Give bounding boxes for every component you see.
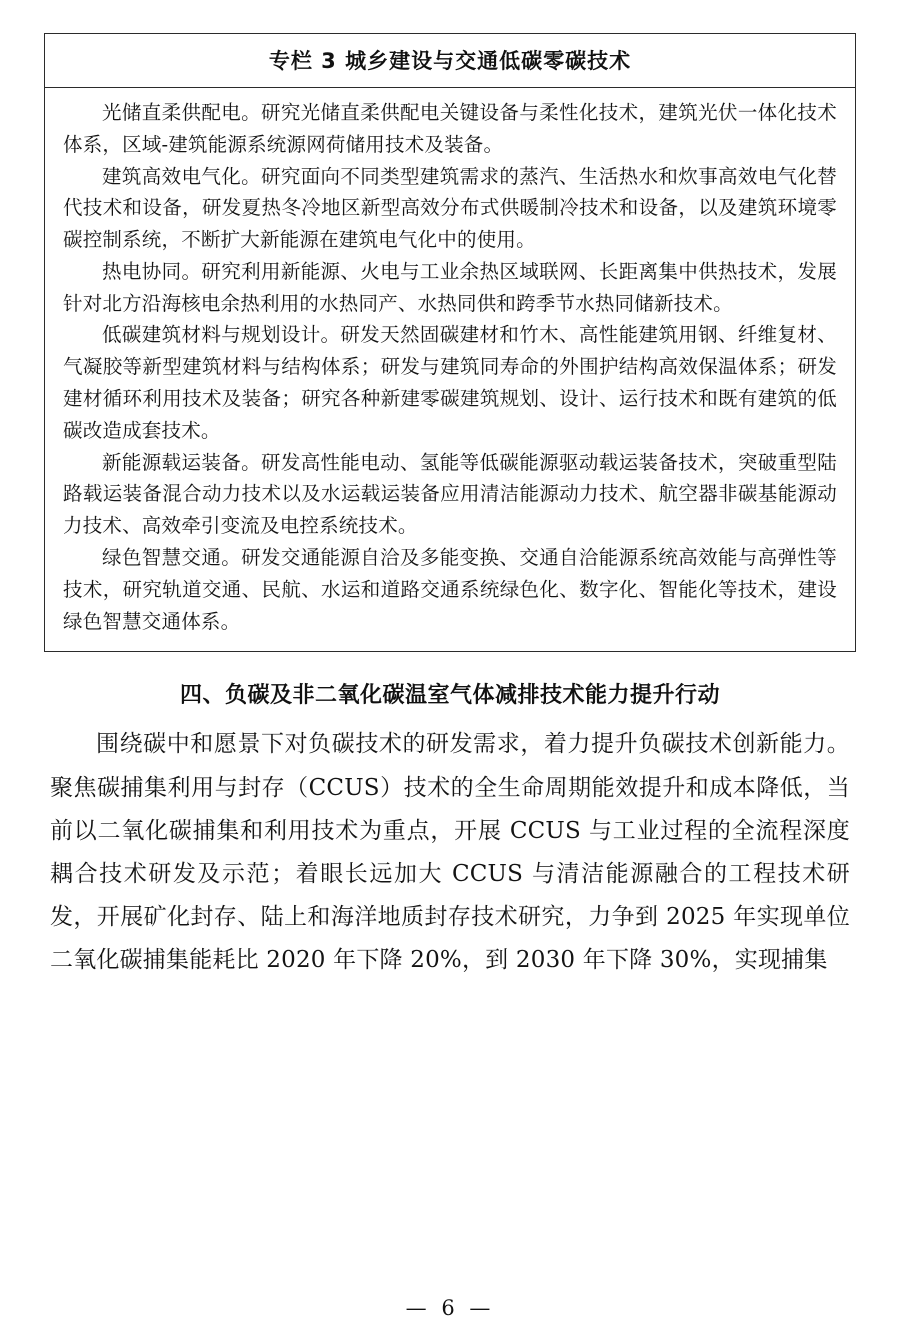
callout-title: 专栏 3 城乡建设与交通低碳零碳技术 [268,49,632,73]
section-heading: 四、负碳及非二氧化碳温室气体减排技术能力提升行动 [179,683,720,709]
body-paragraph: 围绕碳中和愿景下对负碳技术的研发需求，着力提升负碳技术创新能力。聚焦碳捕集利用与封存（CCUS）技术的全生命周期能效提升和成本降低，当前以二氧化碳捕集和利用技术为重点，开展 CCUS 与工业过程的全流程深度耦合技术研发及示范；着眼长远加大 CCUS 与清洁能源融合的工程技术研发，开展矿化封存、陆上和海洋地质封存技术研究，力争到 2025 年实现单位二氧化碳捕集能耗比 2020 年下降 20%，到 2030 年下降 30%，实现捕集 [50,731,850,974]
callout-box [44,33,856,652]
callout-paragraph: 光储直柔供配电。研究光储直柔供配电关键设备与柔性化技术，建筑光伏一体化技术体系，区域-建筑能源系统源网荷储用技术及装备。 [63,101,837,156]
page-footer [0,1296,900,1320]
callout-paragraph: 建筑高效电气化。研究面向不同类型建筑需求的蒸汽、生活热水和炊事高效电气化替代技术和设备，研发夏热冬冷地区新型高效分布式供暖制冷技术和设备，以及建筑环境零碳控制系统，不断扩大新能源在建筑电气化中的使用。 [63,164,837,252]
callout-title-row [45,34,855,88]
callout-paragraph: 绿色智慧交通。研发交通能源自洽及多能变换、交通自洽能源系统高效能与高弹性等技术，研究轨道交通、民航、水运和道路交通系统绿色化、数字化、智能化等技术，建设绿色智慧交通体系。 [63,545,837,633]
callout-body [45,88,855,651]
callout-paragraph: 热电协同。研究利用新能源、火电与工业余热区域联网、长距离集中供热技术，发展针对北方沿海核电余热利用的水热同产、水热同供和跨季节水热同储新技术。 [63,259,837,315]
page-number: — 6 — [405,1296,495,1320]
callout-paragraph: 低碳建筑材料与规划设计。研发天然固碳建材和竹木、高性能建筑用钢、纤维复材、气凝胶等新型建筑材料与结构体系；研发与建筑同寿命的外围护结构高效保温体系；研发建材循环利用技术及装备；研究各种新建零碳建筑规划、设计、运行技术和既有建筑的低碳改造成套技术。 [63,323,837,442]
callout-paragraph: 新能源载运装备。研发高性能电动、氢能等低碳能源驱动载运装备技术，突破重型陆路载运装备混合动力技术以及水运载运装备应用清洁能源动力技术、航空器非碳基能源动力技术、高效牵引变流及电控系统技术。 [63,450,837,538]
